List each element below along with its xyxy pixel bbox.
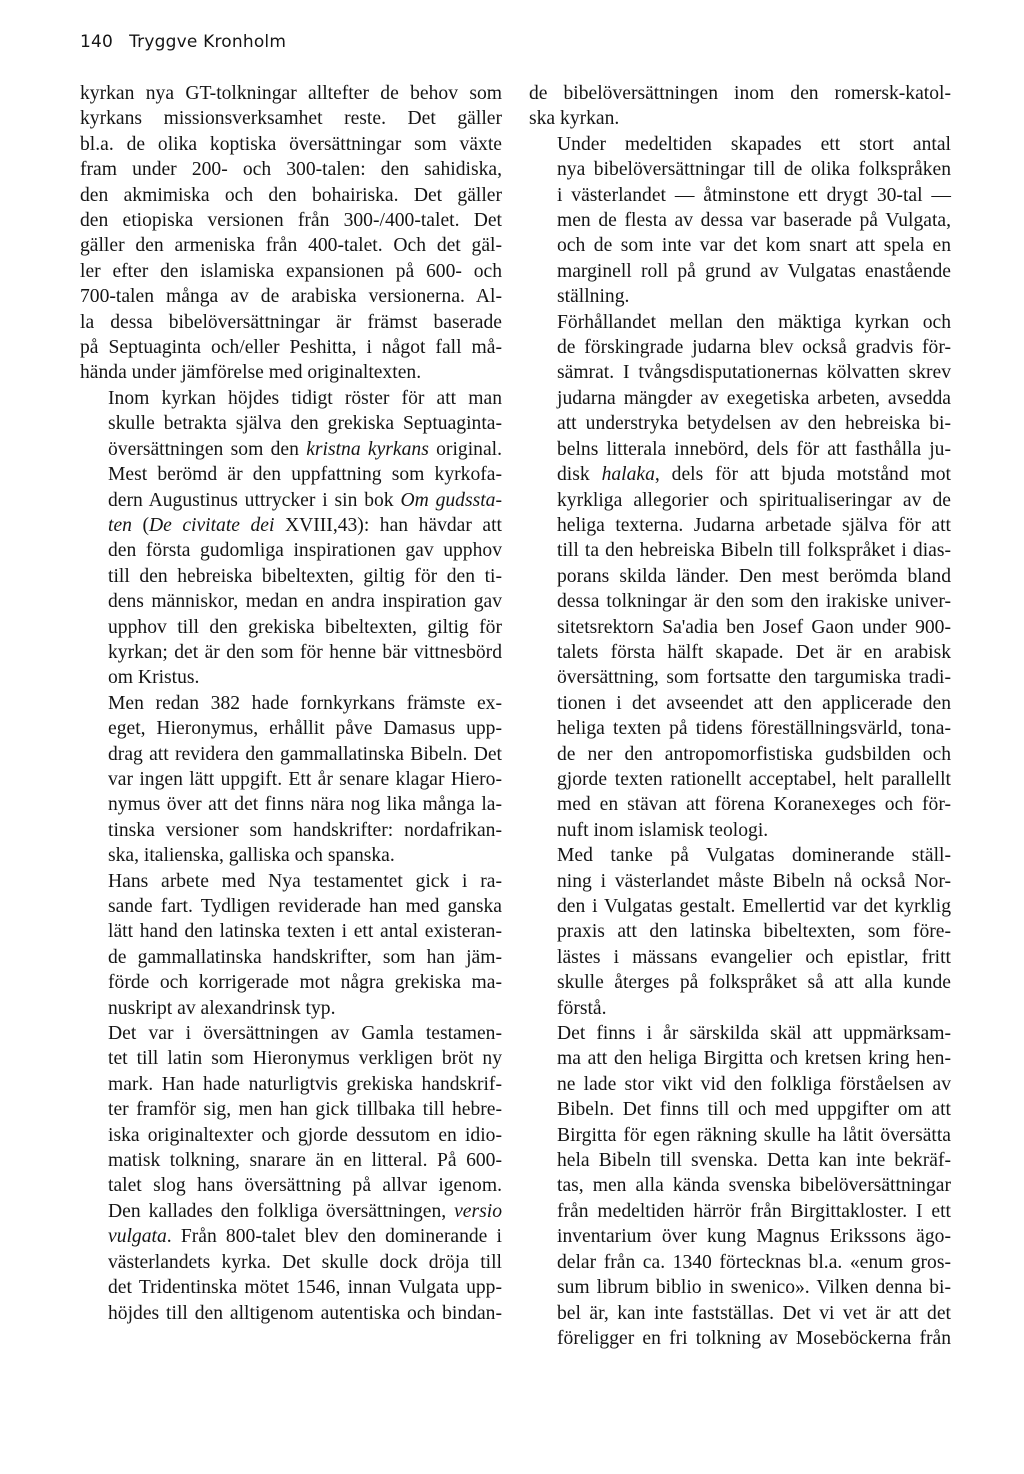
text-line: Hans arbete med Nya testamentet gick i ra- bbox=[108, 870, 502, 892]
text-line: till ta den hebreiska Bibeln till folkspråket i dias- bbox=[557, 540, 951, 562]
text-line: Med tanke på Vulgatas dominerande ställ- bbox=[557, 845, 951, 867]
text-line: den akmimiska och den bohairiska. Det gäller bbox=[80, 184, 502, 206]
text-line: de ner den antropomorfistiska gudsbilden och bbox=[557, 743, 951, 765]
text-line: marginell roll på grund av Vulgatas enastående bbox=[557, 260, 951, 282]
text-line: den första gudomliga inspirationen gav upphov bbox=[108, 540, 502, 562]
text-line: la dessa bibelöversättningar är främst baserade bbox=[80, 311, 502, 333]
book-title-italic: De civitate dei bbox=[148, 514, 275, 536]
text-line: Under medeltiden skapades ett stort antal bbox=[557, 133, 951, 155]
text-line: ska kyrkan. bbox=[529, 108, 620, 130]
text-line: tionen i det avseendet att den applicerade den bbox=[557, 692, 951, 714]
text-line: Bibeln. Det finns till och med uppgifter om att bbox=[557, 1099, 951, 1121]
text-line: ten (De civitate dei XVIII,43): han hävdar att bbox=[108, 514, 502, 536]
text-line: Men redan 382 hade fornkyrkans främste ex- bbox=[108, 692, 502, 714]
text-line: kyrkans missionsverksamhet reste. Det gäller bbox=[80, 108, 502, 130]
text-line: heliga texterna. Judarna arbetade själva för att bbox=[557, 514, 951, 536]
text-line: 700-talen många av de arabiska versionerna. Al- bbox=[80, 286, 502, 308]
text-line: till den hebreiska bibeltexten, giltig för den ti- bbox=[108, 565, 502, 587]
text-line: praxis att den latinska bibeltexten, som före- bbox=[557, 921, 951, 943]
text-line: kyrkan; det är den som för henne bär vittnesbörd bbox=[108, 641, 502, 663]
page-number: 140 bbox=[80, 32, 114, 52]
paragraph bbox=[529, 1021, 951, 1351]
text-line: ska, italienska, galliska och spanska. bbox=[108, 845, 395, 867]
text-line: de förskingrade judarna blev också gradvis för- bbox=[557, 337, 951, 359]
text-line: hela Bibeln till svenska. Detta kan inte bekräf- bbox=[557, 1150, 951, 1172]
text-line: västerlandets kyrka. Det skulle dock dröja till bbox=[108, 1251, 502, 1273]
text-line: höjdes till den alltigenom autentiska och bindan- bbox=[108, 1302, 502, 1324]
text-line: matisk tolkning, snarare än en litteral. På 600- bbox=[108, 1150, 502, 1172]
paragraph bbox=[529, 843, 951, 1021]
text-line: skulle återges på folkspråket så att alla kunde bbox=[557, 972, 951, 994]
text-line: gjorde texten rationellt acceptabel, helt parallellt bbox=[557, 768, 951, 790]
text-line: föreligger en fri tolkning av Moseböckerna från bbox=[557, 1327, 951, 1349]
book-title-italic: ten bbox=[108, 514, 132, 536]
text-line: disk halaka, dels för att bjuda motstånd mot bbox=[557, 464, 951, 486]
text-line: men de flesta av dessa var baserade på Vulgata, bbox=[557, 210, 951, 232]
text-line: hända under jämförelse med originaltexten. bbox=[80, 362, 422, 384]
text-line: Förhållandet mellan den mäktiga kyrkan och bbox=[557, 311, 951, 333]
text-line: de bibelöversättningen inom den romersk-katol- bbox=[529, 83, 951, 104]
text-line: talet slog hans översättning på allvar igenom. bbox=[108, 1175, 502, 1197]
text-line: sämrat. I tvångsdisputationernas kölvatten skrev bbox=[557, 362, 951, 384]
paragraph bbox=[80, 81, 502, 386]
text-line: de gammallatinska handskrifter, som han jäm- bbox=[108, 946, 502, 968]
text-line: vulgata. Från 800-talet blev den dominerande i bbox=[108, 1226, 502, 1248]
running-head bbox=[80, 32, 286, 52]
text-line: fram under 200- och 300-talen: den sahidiska, bbox=[80, 159, 502, 181]
text-line: ne lade stor vikt vid den folkliga förståelsen av bbox=[557, 1073, 951, 1095]
book-title-italic: Om gudssta- bbox=[400, 489, 502, 511]
text-line: gäller den armeniska från 400-talet. Och det gäl- bbox=[80, 235, 502, 257]
text-line: Mest berömd är den uppfattning som kyrkofa- bbox=[108, 464, 502, 486]
text-line: från medeltiden härrör från Birgittakloster. I ett bbox=[557, 1200, 951, 1222]
text-line: i västerlandet — åtminstone ett drygt 30-tal — bbox=[557, 184, 951, 206]
book-title-italic: kristna kyrkans bbox=[306, 438, 429, 460]
paragraph bbox=[80, 691, 502, 869]
text-line: var ingen lätt uppgift. Ett år senare klagar Hiero- bbox=[108, 768, 502, 790]
text-line: judarna mängder av exegetiska arbeten, avsedda bbox=[557, 387, 951, 409]
text-line: den etiopiska versionen från 300-/400-talet. Det bbox=[80, 210, 502, 232]
text-line: dens människor, medan en andra inspiration gav bbox=[108, 591, 502, 613]
text-line: med en stävan att förena Koranexeges och för- bbox=[557, 794, 951, 816]
paragraph bbox=[80, 386, 502, 691]
text-line: heliga texten på tidens föreställningsvärld, tona- bbox=[557, 718, 951, 740]
text-line: lätt hand den latinska texten i ett antal existeran- bbox=[108, 921, 502, 943]
text-line: förstå. bbox=[557, 997, 607, 1019]
text-line: tas, men alla kända svenska bibelöversättningar bbox=[557, 1175, 951, 1197]
text-line: bl.a. de olika koptiska översättningar som växte bbox=[80, 133, 502, 155]
text-line: talets första hälft skapade. Det är en arabisk bbox=[557, 641, 951, 663]
text-line: tet till latin som Hieronymus verkligen bröt ny bbox=[108, 1048, 502, 1070]
text-line: tinska versioner som handskrifter: nordafrikan- bbox=[108, 819, 502, 841]
text-line: lästes i mässans evangelier och epistlar, fritt bbox=[557, 946, 951, 968]
text-line: ter framför sig, men han gick tillbaka till hebre- bbox=[108, 1099, 502, 1121]
author-name: Tryggve Kronholm bbox=[129, 32, 287, 52]
text-line: iska originaltexter och gjorde dessutom en idio- bbox=[108, 1124, 502, 1146]
text-line: Inom kyrkan höjdes tidigt röster för att man bbox=[108, 387, 502, 409]
text-line: sum librum biblio in swenico». Vilken denna bi- bbox=[557, 1277, 951, 1299]
text-line: Det finns i år särskilda skäl att uppmärksam- bbox=[557, 1023, 951, 1045]
paragraph bbox=[529, 81, 951, 132]
text-line: nuft inom islamisk teologi. bbox=[557, 819, 769, 841]
text-line: ställning. bbox=[557, 286, 630, 308]
text-line: sitetsrektorn Sa'adia ben Josef Gaon under 900- bbox=[557, 616, 951, 638]
text-line: den i Vulgatas gestalt. Emellertid var det kyrklig bbox=[557, 896, 951, 917]
text-line: dessa tolkningar är den som den irakiske univer- bbox=[557, 591, 951, 613]
left-column bbox=[80, 81, 502, 1326]
text-line: eget, Hieronymus, erhållit påve Damasus upp- bbox=[108, 718, 502, 740]
text-line: om Kristus. bbox=[108, 667, 200, 689]
paragraph bbox=[80, 1021, 502, 1326]
text-line: belns litterala innebörd, dels för att fasthålla ju- bbox=[557, 438, 951, 460]
text-line: mark. Han hade naturligtvis grekiska handskrif- bbox=[108, 1073, 502, 1095]
text-line: ma att den heliga Birgitta och kretsen kring hen- bbox=[557, 1048, 951, 1070]
text-line: nya bibelöversättningar till de olika folkspråken bbox=[557, 159, 951, 181]
latin-term-italic: vulgata bbox=[108, 1226, 167, 1248]
text-line: inventarium över kung Magnus Erikssons ägo- bbox=[557, 1226, 951, 1248]
paragraph bbox=[529, 310, 951, 844]
text-line: Birgitta för egen räkning skulle ha låtit översätta bbox=[557, 1124, 951, 1146]
text-line: Det var i översättningen av Gamla testamen- bbox=[108, 1023, 502, 1045]
text-line: och de som inte var det kom snart att spela en bbox=[557, 235, 951, 257]
text-line: kyrkliga allegorier och spiritualiseringar av de bbox=[557, 489, 951, 511]
text-line: bel är, kan inte fastställas. Det vi vet är att det bbox=[557, 1302, 951, 1324]
text-line: ning i västerlandet måste Bibeln nå också Nor- bbox=[557, 870, 951, 892]
text-line: skulle betrakta själva den grekiska Septuaginta- bbox=[108, 413, 502, 435]
text-line: ler efter den islamiska expansionen på 600- och bbox=[80, 260, 502, 282]
text-line: dern Augustinus uttrycker i sin bok Om gudssta- bbox=[108, 489, 502, 511]
text-line: det Tridentinska mötet 1546, innan Vulgata upp- bbox=[108, 1277, 502, 1299]
right-column bbox=[529, 81, 951, 1351]
text-line: nuskript av alexandrinsk typ. bbox=[108, 997, 336, 1019]
paragraph bbox=[529, 132, 951, 310]
text-line: sande fart. Tydligen reviderade han med ganska bbox=[108, 896, 502, 917]
text-line: på Septuaginta och/eller Peshitta, i något fall må- bbox=[80, 337, 502, 359]
text-line: delar från ca. 1340 förtecknas bl.a. «enum gros- bbox=[557, 1251, 951, 1273]
hebrew-term-italic: halaka bbox=[601, 464, 655, 486]
text-line: kyrkan nya GT-tolkningar alltefter de behov som bbox=[80, 83, 502, 104]
paragraph bbox=[80, 869, 502, 1021]
latin-term-italic: versio bbox=[454, 1200, 502, 1222]
text-line: förde och korrigerade mot några grekiska ma- bbox=[108, 972, 502, 994]
text-line: upphov till den grekiska bibeltexten, giltig för bbox=[108, 616, 502, 638]
text-line: översättningen som den kristna kyrkans original. bbox=[108, 438, 502, 460]
text-line: att understryka betydelsen av den hebreiska bi- bbox=[557, 413, 951, 435]
text-line: Den kallades den folkliga översättningen, versio bbox=[108, 1200, 502, 1222]
text-line: översättning, som fortsatte den targumiska tradi- bbox=[557, 667, 951, 689]
text-line: porans skilda länder. Den mest berömda bland bbox=[557, 565, 951, 587]
text-line: nymus över att det finns nära nog lika många la- bbox=[108, 794, 502, 816]
text-line: drag att revidera den gammallatinska Bibeln. Det bbox=[108, 743, 502, 765]
